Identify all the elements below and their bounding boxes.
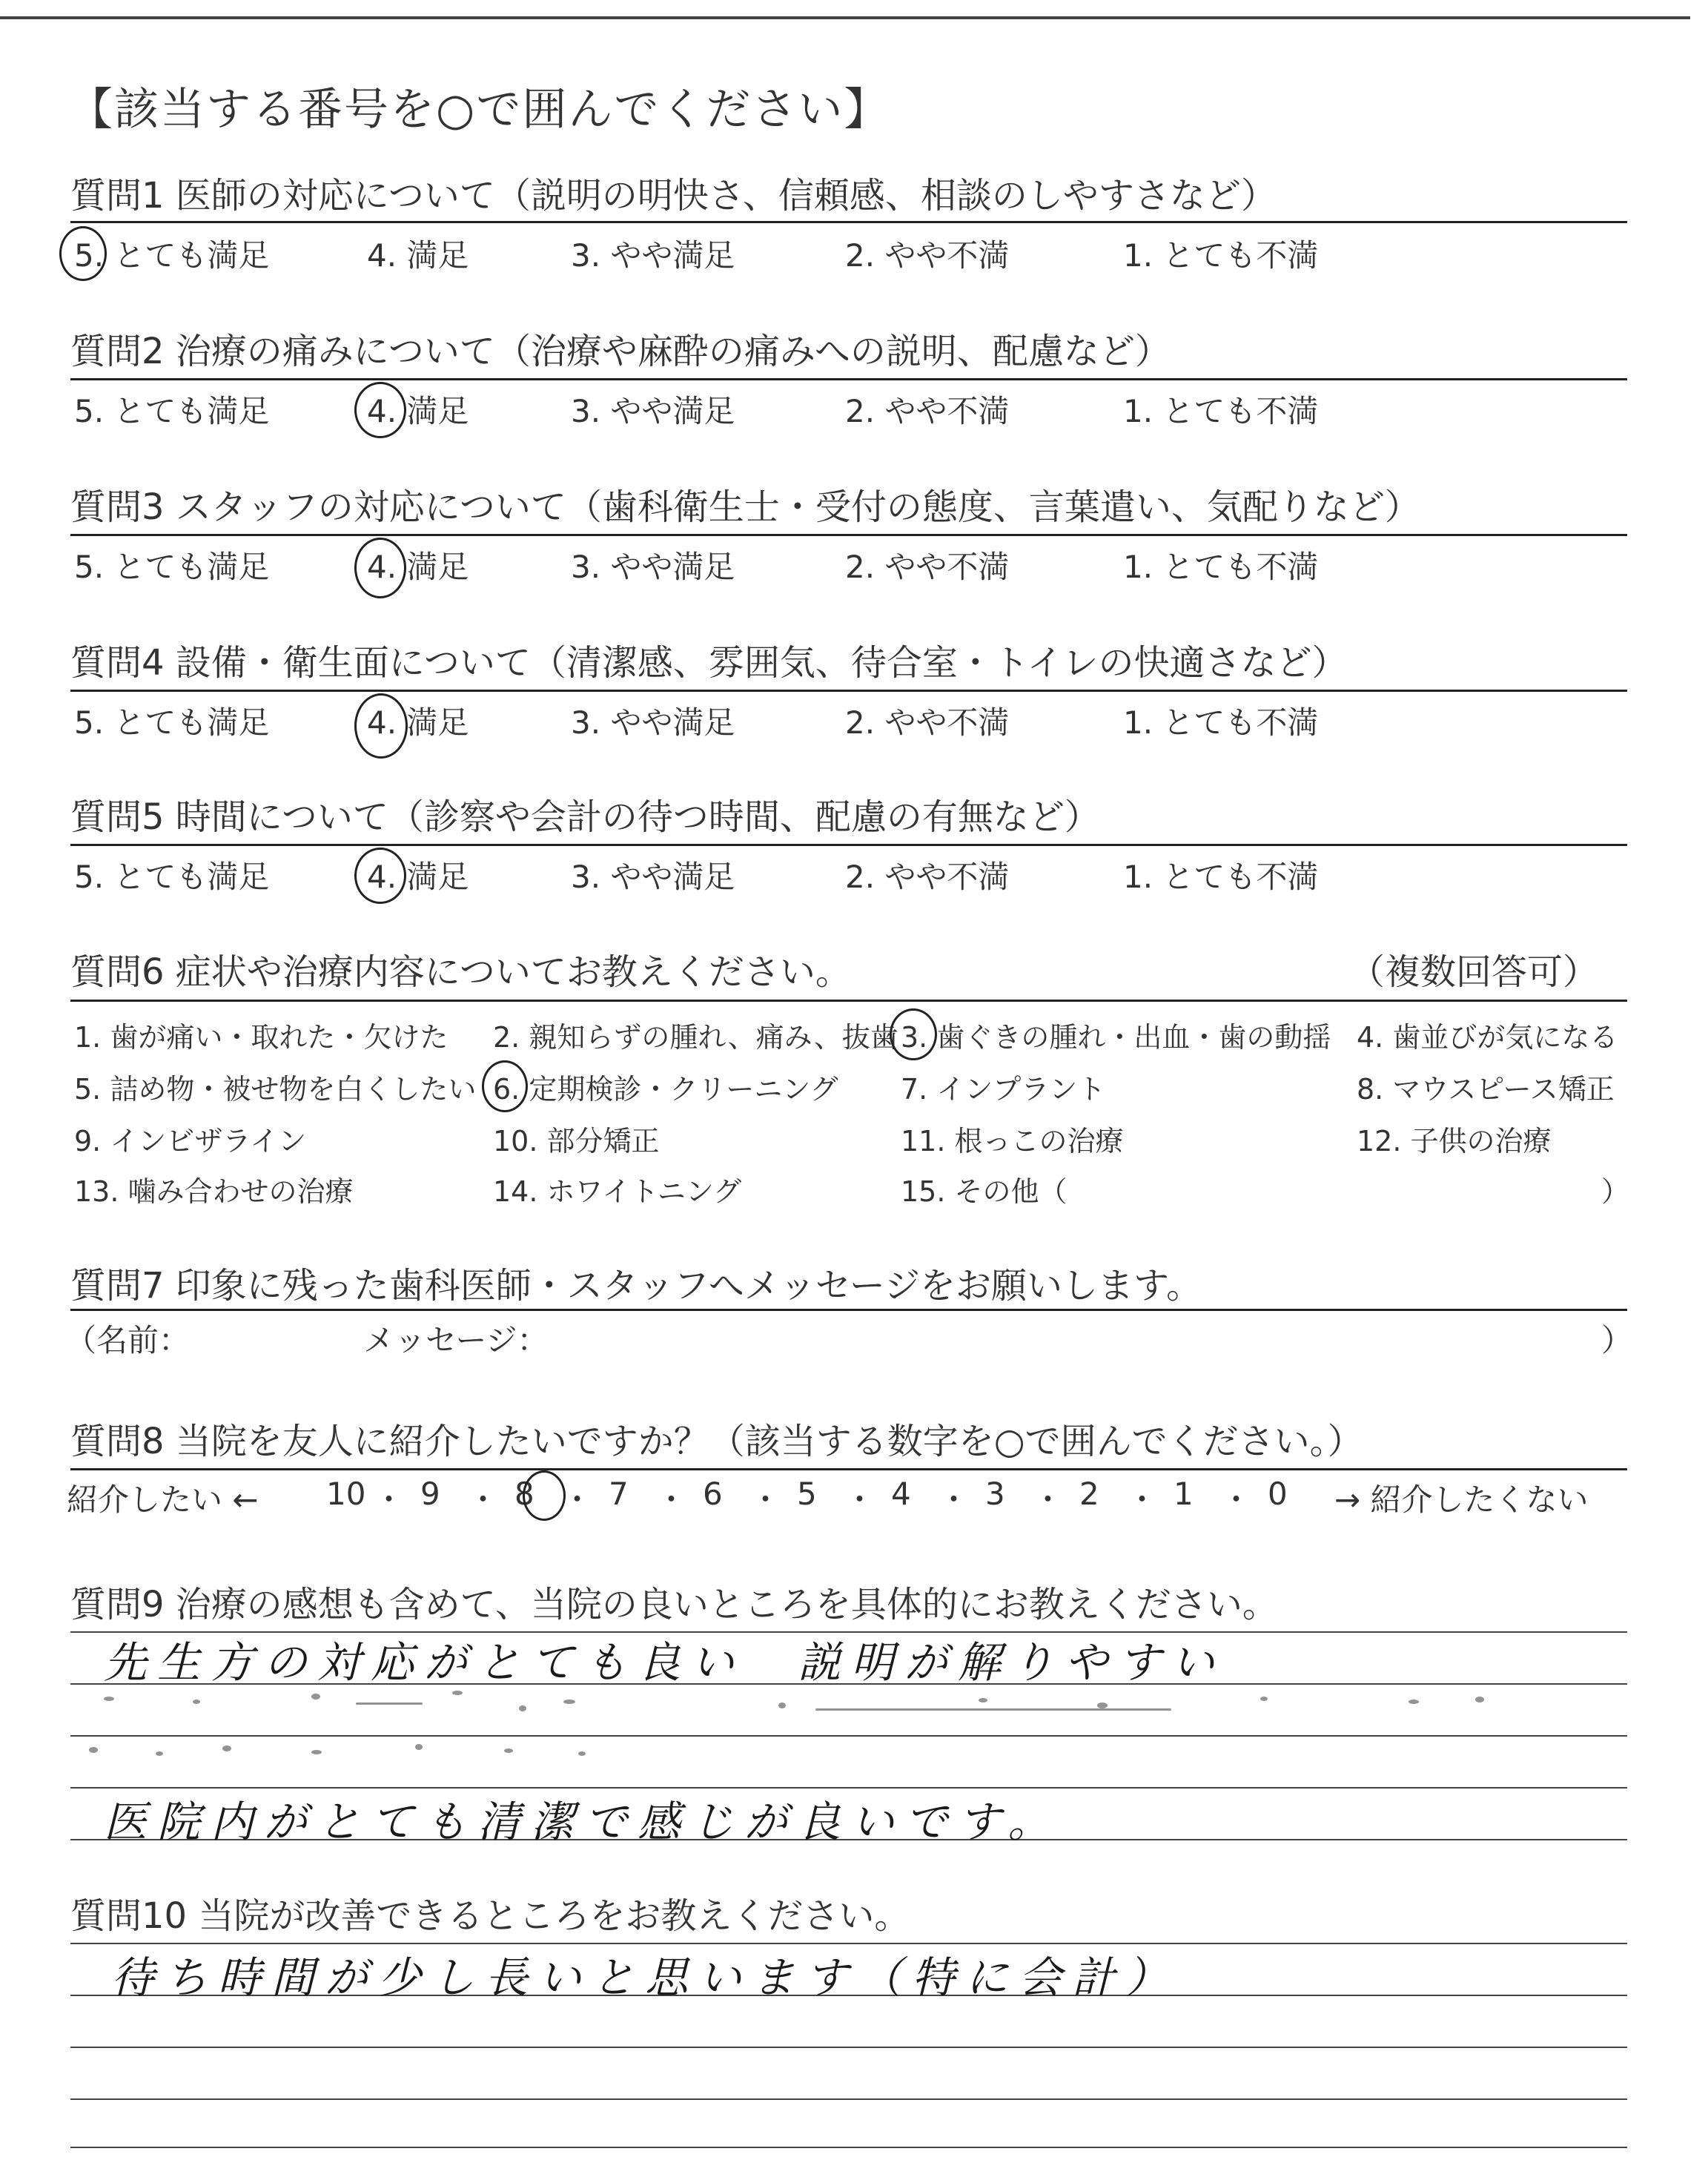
q8-scale-separator: ・ [561, 1482, 593, 1518]
q8-scale-separator: ・ [467, 1482, 499, 1518]
q6-option-3[interactable]: 3. 歯ぐきの腫れ・出血・歯の動揺 [901, 1021, 1331, 1054]
q8-scale-separator: ・ [749, 1482, 781, 1518]
q4-option-5[interactable]: 5. とても満足 [74, 704, 270, 741]
question-6-rule [70, 1000, 1627, 1002]
q5-option-4[interactable]: 4. 満足 [367, 859, 469, 895]
q3-option-5[interactable]: 5. とても満足 [74, 549, 270, 585]
q8-scale-separator: ・ [655, 1482, 687, 1518]
q3-selection-circle [354, 538, 406, 598]
q8-scale-value-3[interactable]: 3 [985, 1476, 1005, 1512]
q5-option-3[interactable]: 3. やや満足 [571, 859, 735, 895]
q2-option-4[interactable]: 4. 満足 [367, 393, 469, 429]
q10-answer-line-5 [70, 2147, 1627, 2148]
question-7-label: 質問7 印象に残った歯科医師・スタッフへメッセージをお願いします。 [70, 1265, 1202, 1307]
q10-answer-line-3 [70, 2047, 1627, 2048]
question-5-rule [70, 844, 1627, 846]
question-4-rule [70, 690, 1627, 692]
q1-option-3[interactable]: 3. やや満足 [571, 237, 735, 274]
q8-scale-value-1[interactable]: 1 [1174, 1476, 1194, 1512]
q8-scale-value-2[interactable]: 2 [1079, 1476, 1099, 1512]
question-2-rule [70, 378, 1627, 380]
q2-option-3[interactable]: 3. やや満足 [571, 393, 735, 429]
question-1-label: 質問1 医師の対応について（説明の明快さ、信頼感、相談のしやすさなど） [70, 175, 1277, 217]
question-4-label: 質問4 設備・衛生面について（清潔感、雰囲気、待合室・トイレの快適さなど） [70, 642, 1348, 684]
q7-close-paren: ） [1601, 1322, 1633, 1358]
q2-option-1[interactable]: 1. とても不満 [1123, 393, 1319, 429]
q10-handwritten-answer-1: 待ち時間が少し長いと思います（特に会計） [111, 1952, 1179, 2003]
q4-option-2[interactable]: 2. やや不満 [845, 704, 1010, 741]
q8-scale-separator: ・ [1032, 1482, 1064, 1518]
page-title: 【該当する番号を○で囲んでください】 [68, 84, 890, 136]
q6-option-13[interactable]: 13. 噛み合わせの治療 [74, 1175, 354, 1208]
q8-left-label: 紹介したい ← [67, 1482, 259, 1518]
q2-option-2[interactable]: 2. やや不満 [845, 393, 1010, 429]
q4-option-4[interactable]: 4. 満足 [367, 704, 469, 741]
top-edge-line [0, 16, 1690, 19]
q8-scale-value-10[interactable]: 10 [326, 1476, 366, 1512]
q8-scale-separator: ・ [938, 1482, 970, 1518]
q1-option-4[interactable]: 4. 満足 [367, 237, 469, 274]
q1-selection-circle [59, 226, 107, 281]
q9-answer-line-3 [70, 1735, 1627, 1737]
q3-option-2[interactable]: 2. やや不満 [845, 549, 1010, 585]
q5-option-1[interactable]: 1. とても不満 [1123, 859, 1319, 895]
question-2-label: 質問2 治療の痛みについて（治療や麻酔の痛みへの説明、配慮など） [70, 331, 1171, 372]
q3-option-3[interactable]: 3. やや満足 [571, 549, 735, 585]
question-6-label: 質問6 症状や治療内容についてお教えください。 [70, 951, 851, 993]
q6-option-2[interactable]: 2. 親知らずの腫れ、痛み、抜歯 [493, 1021, 898, 1054]
q8-scale-value-0[interactable]: 0 [1268, 1476, 1288, 1512]
q6-option-5[interactable]: 5. 詰め物・被せ物を白くしたい [74, 1073, 477, 1106]
q6-option-15[interactable]: 15. その他（ [901, 1175, 1068, 1208]
q8-scale-value-5[interactable]: 5 [797, 1476, 817, 1512]
q3-option-4[interactable]: 4. 満足 [367, 549, 469, 585]
q5-option-2[interactable]: 2. やや不満 [845, 859, 1010, 895]
q9-handwritten-answer-4: 医院内がとても清潔で感じが良いです。 [104, 1797, 1062, 1847]
q6-selection-circle-6 [482, 1060, 528, 1112]
q8-scale-value-9[interactable]: 9 [420, 1476, 440, 1512]
q6-option-10[interactable]: 10. 部分矯正 [493, 1125, 660, 1157]
question-1-rule [70, 221, 1627, 223]
q7-name-label[interactable]: （名前： [65, 1322, 191, 1358]
q4-option-1[interactable]: 1. とても不満 [1123, 704, 1319, 741]
question-5-label: 質問5 時間について（診察や会計の待つ時間、配慮の有無など） [70, 796, 1100, 838]
q6-option-1[interactable]: 1. 歯が痛い・取れた・欠けた [74, 1021, 448, 1054]
q8-scale-value-6[interactable]: 6 [703, 1476, 723, 1512]
q8-scale-separator: ・ [1126, 1482, 1158, 1518]
q6-option-12[interactable]: 12. 子供の治療 [1357, 1125, 1552, 1157]
question-8-label: 質問8 当院を友人に紹介したいですか？（該当する数字を○で囲んでください。） [70, 1421, 1363, 1462]
question-10-label: 質問10 当院が改善できるところをお教えください。 [70, 1895, 910, 1937]
q6-option-15-close: ） [1601, 1175, 1630, 1208]
q9-handwritten-answer-1: 先生方の対応がとても良い 説明が解りやすい [104, 1637, 1225, 1688]
question-3-rule [70, 534, 1627, 536]
q1-option-1[interactable]: 1. とても不満 [1123, 237, 1319, 274]
q6-option-11[interactable]: 11. 根っこの治療 [901, 1125, 1124, 1157]
q10-answer-line-4 [70, 2098, 1627, 2100]
q8-selection-circle [523, 1470, 566, 1521]
q8-scale-value-7[interactable]: 7 [609, 1476, 629, 1512]
q6-selection-circle-3 [890, 1008, 937, 1060]
q8-scale-separator: ・ [373, 1482, 405, 1518]
q8-scale-separator: ・ [844, 1482, 875, 1518]
q6-option-14[interactable]: 14. ホワイトニング [493, 1175, 742, 1208]
q2-option-5[interactable]: 5. とても満足 [74, 393, 270, 429]
question-8-rule [70, 1468, 1627, 1470]
q1-option-2[interactable]: 2. やや不満 [845, 237, 1010, 274]
q2-selection-circle [354, 382, 406, 438]
q8-right-label: → 紹介したくない [1334, 1482, 1589, 1518]
q6-option-7[interactable]: 7. インプラント [901, 1073, 1106, 1106]
q3-option-1[interactable]: 1. とても不満 [1123, 549, 1319, 585]
q4-selection-circle [354, 693, 408, 759]
q5-option-5[interactable]: 5. とても満足 [74, 859, 270, 895]
question-6-note: （複数回答可） [1349, 951, 1599, 993]
question-3-label: 質問3 スタッフの対応について（歯科衛生士・受付の態度、言葉遣い、気配りなど） [70, 486, 1420, 528]
q6-option-9[interactable]: 9. インビザライン [74, 1125, 307, 1157]
q6-option-8[interactable]: 8. マウスピース矯正 [1357, 1073, 1615, 1106]
q4-option-3[interactable]: 3. やや満足 [571, 704, 735, 741]
q1-option-5[interactable]: 5. とても満足 [74, 237, 270, 274]
q8-scale-value-8[interactable]: 8 [514, 1476, 534, 1512]
question-7-rule [70, 1309, 1627, 1311]
q8-scale-separator: ・ [1220, 1482, 1252, 1518]
question-9-label: 質問9 治療の感想も含めて、当院の良いところを具体的にお教えください。 [70, 1584, 1278, 1625]
q7-message-label[interactable]: メッセージ： [363, 1322, 549, 1358]
q8-scale-value-4[interactable]: 4 [891, 1476, 911, 1512]
q6-option-4[interactable]: 4. 歯並びが気になる [1357, 1021, 1618, 1054]
q5-selection-circle [354, 848, 406, 904]
q6-option-6[interactable]: 6. 定期検診・クリーニング [493, 1073, 838, 1106]
